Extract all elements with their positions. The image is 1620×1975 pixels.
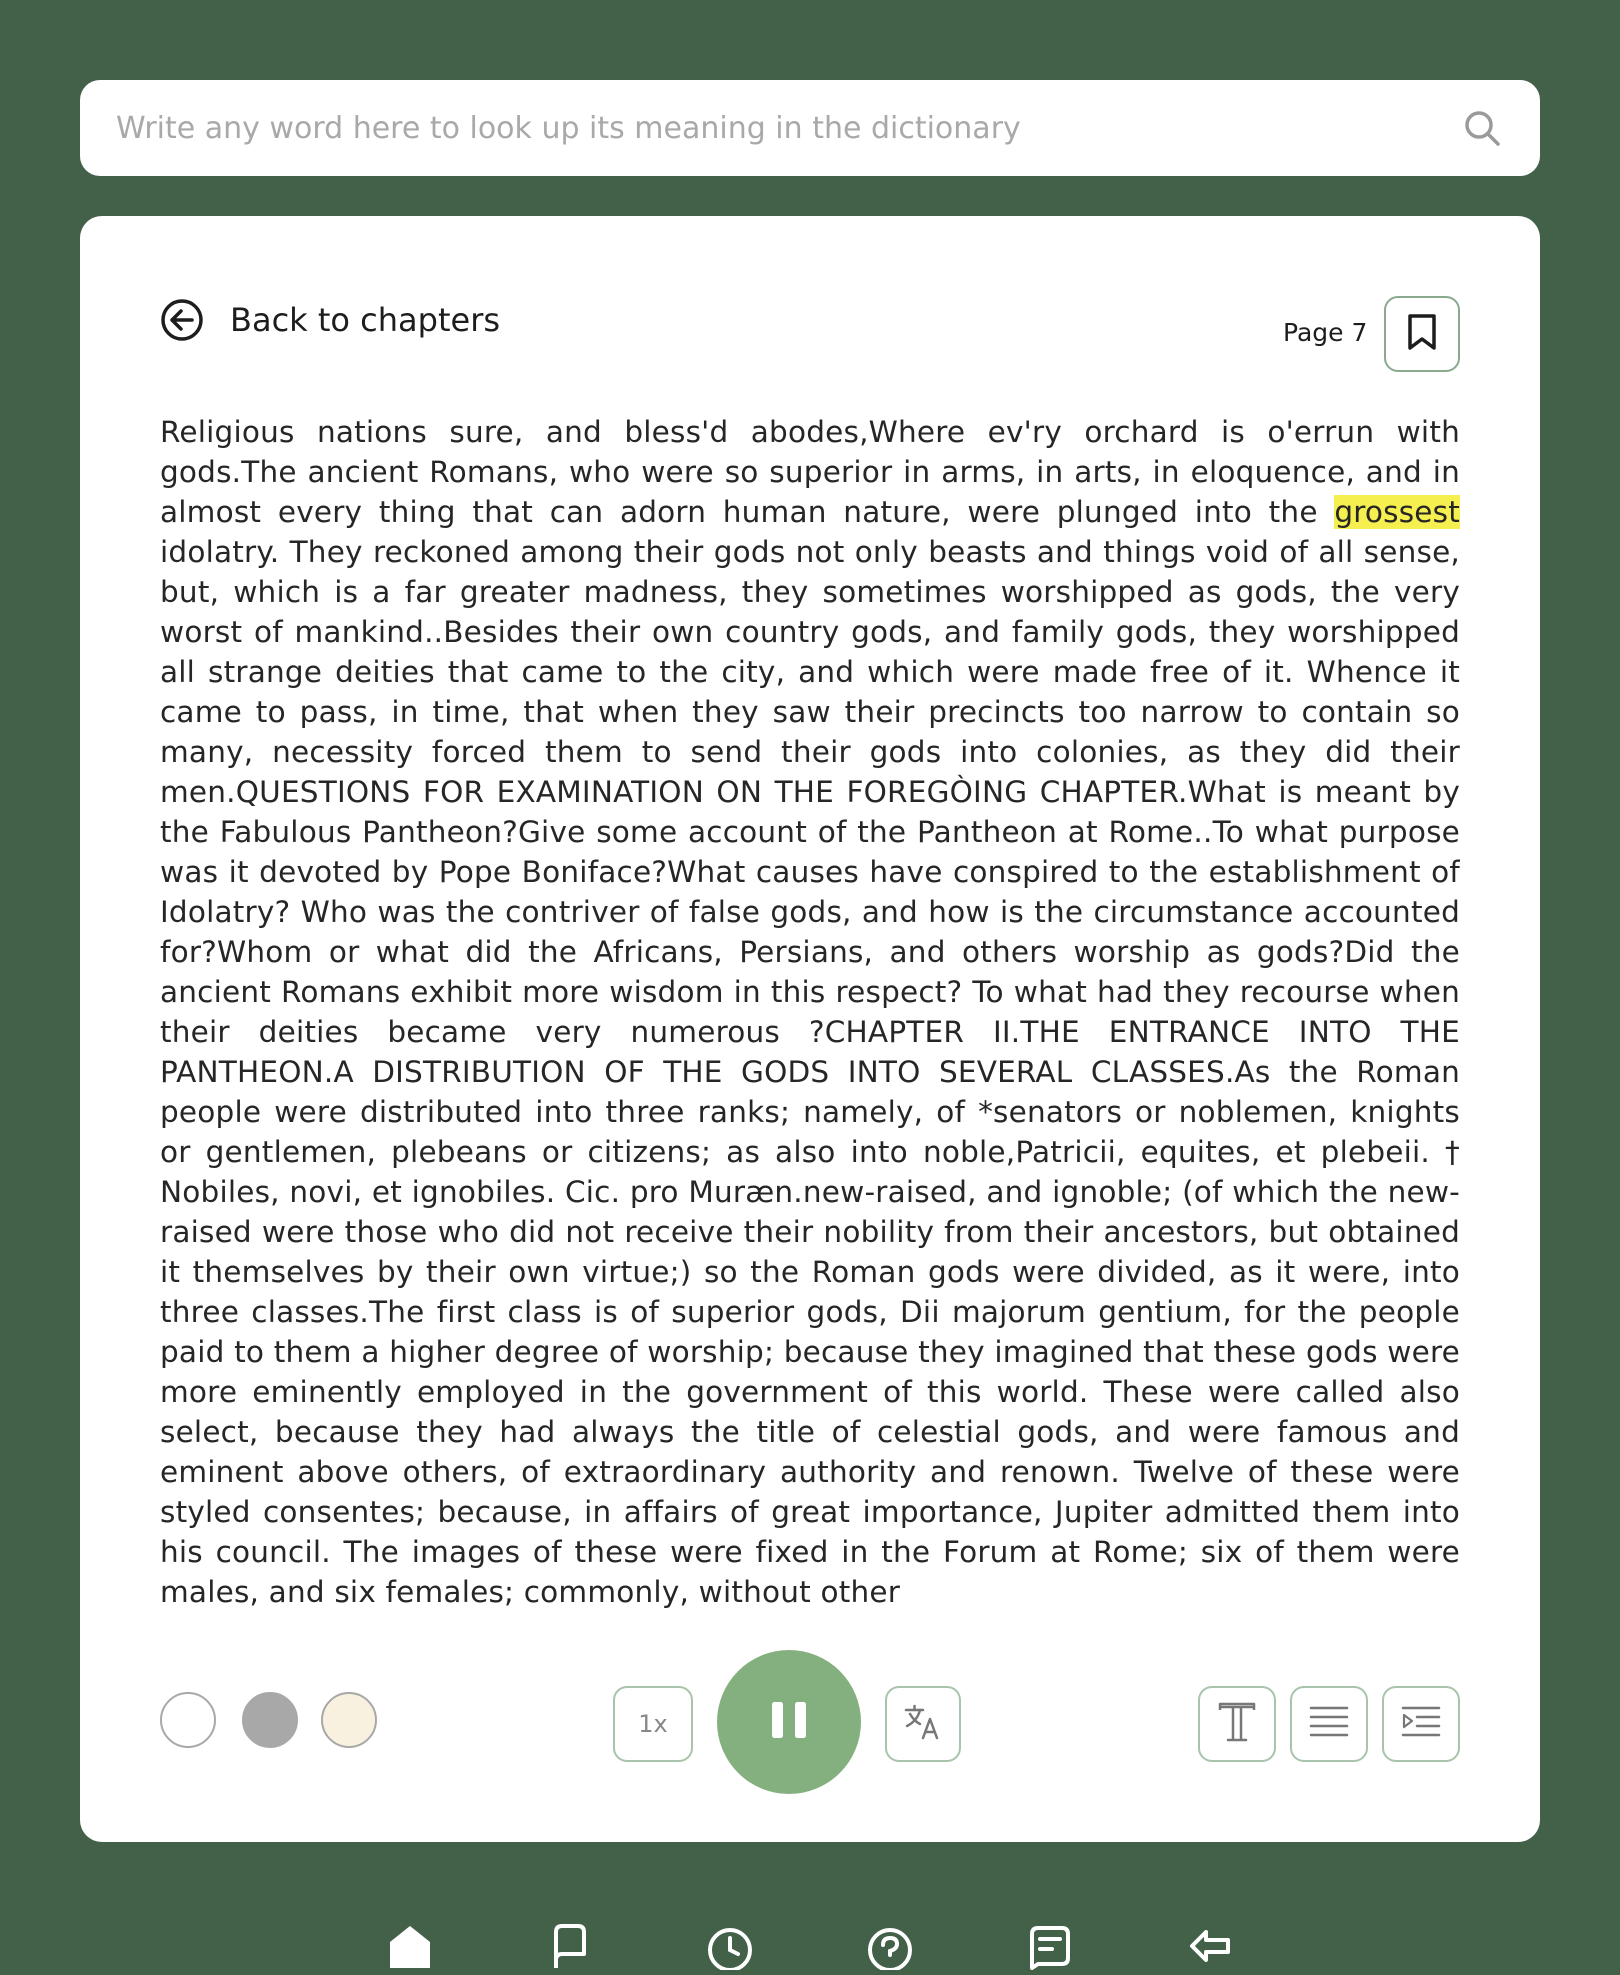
indent-button[interactable] [1382, 1686, 1460, 1762]
bookmark-icon [1406, 313, 1438, 356]
search-icon[interactable] [1460, 106, 1504, 150]
theme-white-swatch[interactable] [160, 1692, 216, 1748]
logout-icon[interactable] [1186, 1922, 1234, 1970]
notes-icon[interactable] [1026, 1922, 1074, 1970]
text-after-highlight: idolatry. They reckoned among their gods not only beasts and things void of all sense, but, which is a far greater madness, they sometimes worshipped as gods, the very worst of mankind..Besides their own country gods, and family gods, they worshipped all strange deities that came to the city, and which were made free of it. Whence it came to pass, in time, that when they saw their precincts too narrow to contain so many, necessity forced them to send their gods into colonies, as they did their men.QUESTIONS FOR EXAMINATION ON THE FOREGÒING CHAPTER.What is meant by the Fabulous Pantheon?Give some account of the Pantheon at Rome..To what purpose was it devoted by Pope Boniface?What causes have conspired to the establishment of Idolatry? Who was the contriver of false gods, and how is the circumstance accounted for?Whom or what did the Africans, Persians, and others worship as gods?Did the ancient Romans exhibit more wisdom in this respect? To what had they recourse when their deities became very numerous ?CHAPTER II.THE ENTRANCE INTO THE PANTHEON.A DISTRIBUTION OF THE GODS INTO SEVERAL CLASSES.As the Roman people were distributed into three ranks; namely, of *senators or noblemen, knights or gentlemen, plebeans or citizens; as also into noble,Patricii, equites, et plebeii. † Nobiles, novi, et ignobiles. Cic. pro Muræn.new-raised, and ignoble; (of which the new-raised were those who did not receive their nobility from their ancestors, but obtained it themselves by their own virtue;) so the Roman gods were divided, as it were, into three classes.The first class is of superior gods, Dii majorum gentium, for the people paid to them a higher degree of worship; because they imagined that these gods were more eminently employed in the government of this world. These were called also select, because they had always the title of celestial gods, and were famous and eminent above others, of extraordinary authority and renown. Twelve of these were styled consentes; because, in affairs of great importance, Jupiter admitted them into his council. The images of these were fixed in the Forum at Rome; six of them were males, and six females; commonly, without other [160, 535, 1460, 1609]
home-icon[interactable] [386, 1922, 434, 1970]
text-before-highlight: Religious nations sure, and bless'd abodes,Where ev'ry orchard is o'errun with gods.The ancient Romans, who were so superior in arms, in arts, in eloquence, and in almost every thing that can adorn human nature, were plunged into the [160, 415, 1460, 529]
translate-button[interactable] [885, 1686, 961, 1762]
bottom-navigation [0, 1900, 1620, 1954]
book-icon[interactable] [546, 1922, 594, 1970]
back-to-chapters-link[interactable] [160, 298, 500, 342]
back-to-chapters-label: Back to chapters [230, 301, 501, 339]
reader-card [80, 216, 1540, 1842]
theme-cream-swatch[interactable] [321, 1692, 377, 1748]
theme-gray-swatch[interactable] [242, 1692, 298, 1748]
pause-icon [769, 1698, 809, 1747]
bookmark-button[interactable] [1384, 296, 1460, 372]
font-size-button[interactable] [1198, 1686, 1276, 1762]
indent-icon [1400, 1703, 1442, 1746]
history-icon[interactable] [706, 1922, 754, 1970]
reading-text [160, 412, 1460, 1615]
pause-button[interactable] [717, 1650, 861, 1794]
dictionary-search-input[interactable] [116, 111, 1460, 146]
arrow-left-circle-icon [160, 298, 204, 342]
text-align-icon [1308, 1703, 1350, 1746]
highlighted-word[interactable]: grossest [1334, 495, 1460, 529]
page-number: Page 7 [1283, 318, 1368, 347]
help-icon[interactable] [866, 1922, 914, 1970]
dictionary-search-bar [80, 80, 1540, 176]
text-align-button[interactable] [1290, 1686, 1368, 1762]
translate-icon [903, 1702, 943, 1747]
playback-speed-button[interactable]: 1x [613, 1686, 693, 1762]
font-size-icon [1216, 1700, 1258, 1749]
